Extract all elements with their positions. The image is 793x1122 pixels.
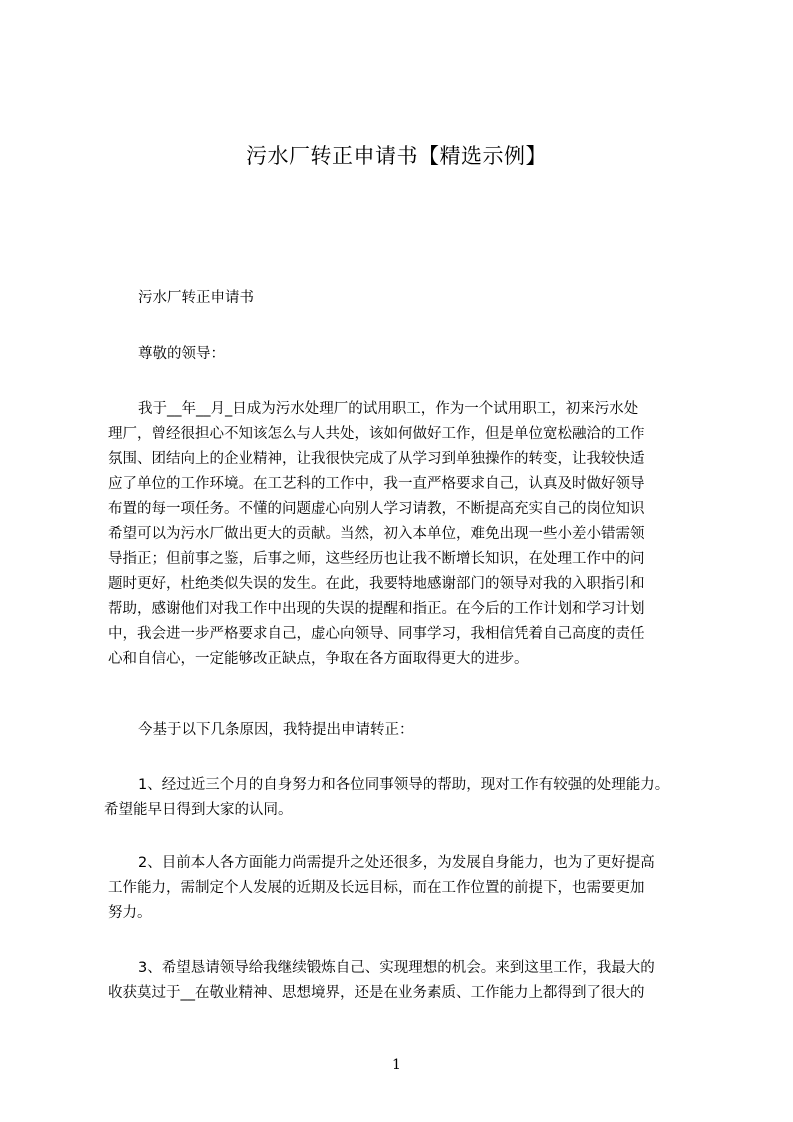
paragraph-line: 应了单位的工作环境。在工艺科的工作中，我一直严格要求自己，认真及时做好领导 xyxy=(108,476,645,492)
reason-line: 3、希望恳请领导给我继续锻炼自己、实现理想的机会。来到这里工作，我最大的 xyxy=(138,960,655,976)
paragraph-line: 布置的每一项任务。不懂的问题虚心向别人学习请教，不断提高充实自己的岗位知识 xyxy=(108,501,645,517)
paragraph-line: 心和自信心，一定能够改正缺点，争取在各方面取得更大的进步。 xyxy=(108,651,529,667)
reason-line: 工作能力，需制定个人发展的近期及长远目标，而在工作位置的前提下，也需要更加 xyxy=(108,880,645,896)
document-title: 污水厂转正申请书【精选示例】 xyxy=(246,144,547,168)
paragraph-line: 题时更好，杜绝类似失误的发生。在此，我要特地感谢部门的领导对我的入职指引和 xyxy=(108,576,645,592)
reason-line: 努力。 xyxy=(108,905,152,921)
reasons-intro: 今基于以下几条原因，我特提出申请转正： xyxy=(138,722,414,738)
subtitle: 污水厂转正申请书 xyxy=(138,290,254,306)
reason-line: 1、经过近三个月的自身努力和各位同事领导的帮助，现对工作有较强的处理能力。 xyxy=(138,777,670,793)
reason-line: 收获莫过于__在敬业精神、思想境界，还是在业务素质、工作能力上都得到了很大的 xyxy=(108,985,645,1001)
paragraph-line: 导指正；但前事之鉴，后事之师，这些经历也让我不断增长知识，在处理工作中的问 xyxy=(108,551,645,567)
paragraph-line: 希望可以为污水厂做出更大的贡献。当然，初入本单位，难免出现一些小差小错需领 xyxy=(108,526,645,542)
reason-line: 2、目前本人各方面能力尚需提升之处还很多，为发展自身能力，也为了更好提高 xyxy=(138,855,655,871)
reason-line: 希望能早日得到大家的认同。 xyxy=(104,802,293,818)
paragraph-line: 我于__年__月_日成为污水处理厂的试用职工，作为一个试用职工，初来污水处 xyxy=(138,401,639,417)
paragraph-line: 中，我会进一步严格要求自己，虚心向领导、同事学习，我相信凭着自己高度的责任 xyxy=(108,626,645,642)
paragraph-line: 氛围、团结向上的企业精神，让我很快完成了从学习到单独操作的转变，让我较快适 xyxy=(108,451,645,467)
paragraph-line: 理厂，曾经很担心不知该怎么与人共处，该如何做好工作，但是单位宽松融洽的工作 xyxy=(108,426,645,442)
salutation: 尊敬的领导： xyxy=(138,346,225,362)
paragraph-line: 帮助，感谢他们对我工作中出现的失误的提醒和指正。在今后的工作计划和学习计划 xyxy=(108,601,645,617)
page-number: 1 xyxy=(392,1057,401,1073)
